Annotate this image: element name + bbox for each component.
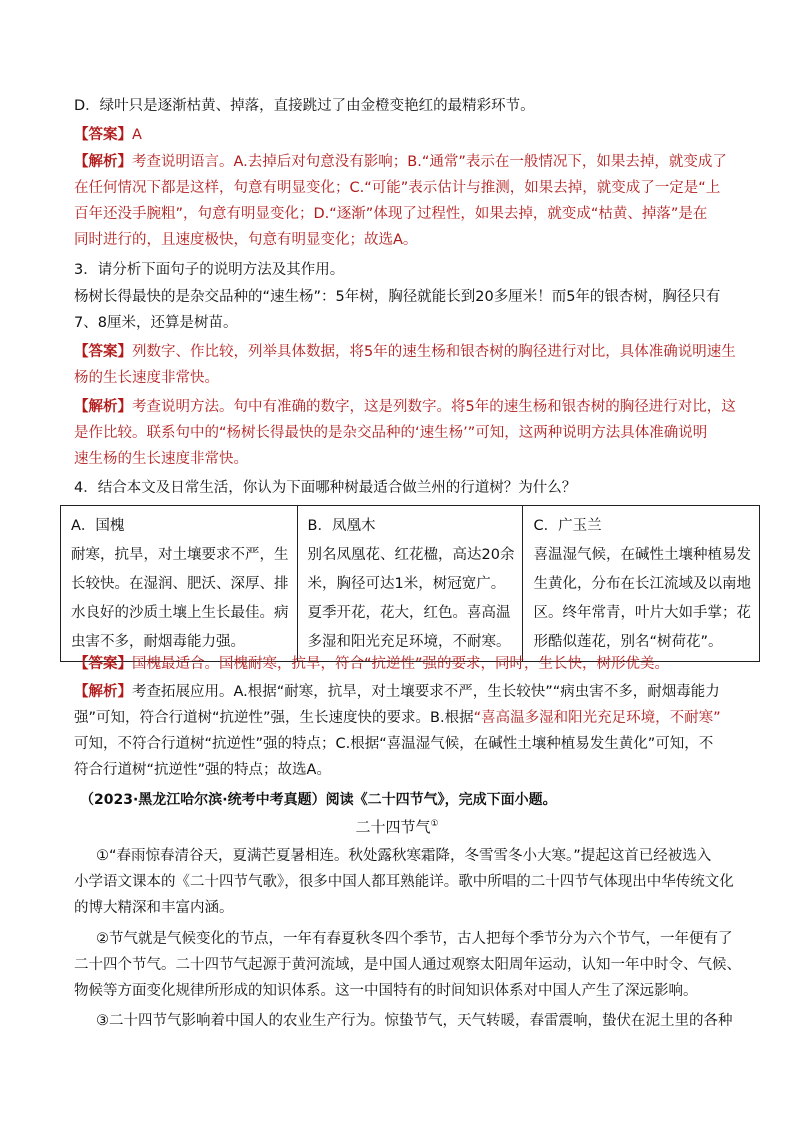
q4-analysis-text: 考查拓展应用。A.根据“耐寒，抗旱，对土壤要求不严，生长较快”“病虫害不多，耐烟毒能力	[132, 684, 720, 700]
q3-analysis-line2: 是作比较。联系句中的“杨树长得最快的是杂交品种的‘速生杨’”可知，这两种说明方法具体准确说明	[74, 425, 708, 441]
q3-question: 3．请分析下面句子的说明方法及其作用。	[74, 262, 345, 278]
q2-analysis-text: 在任何情况下都是这样，句意有明显变化；C.	[74, 180, 365, 196]
analysis-label: 【解析】	[74, 154, 132, 170]
para2-line1: ②节气就是气候变化的节点，一年有春夏秋冬四个季节，古人把每个季节分为六个节气，一年便有了	[96, 931, 733, 947]
q4-analysis-line4: 符合行道树“抗逆性”强的特点；故选A。	[74, 762, 331, 778]
tree-option-text: B．凤凰木	[307, 518, 376, 534]
q2-analysis-text: “通常”表示在一般情况下，如果去掉，就变成了	[421, 154, 727, 170]
q2-analysis-line1	[74, 152, 727, 172]
q4-analysis-line3: 可知，不符合行道树“抗逆性”强的特点；C.根据“喜温湿气候，在碱性土壤种植易发生黄化”可知，不	[74, 736, 714, 752]
tree-option-text: 米，胸径可达1米，树冠宽广。	[307, 576, 506, 592]
q3-answer-line2: 杨的生长速度非常快。	[74, 370, 219, 386]
tree-options-table	[60, 505, 760, 662]
q4-analysis-text: 强”可知，符合行道树“抗逆性”强，生长速度快的要求。B.根据	[74, 710, 474, 726]
tree-option-text: 区。终年常青，叶片大如手掌；花	[533, 605, 751, 621]
q3-text-line2: 7、8厘米，还算是树苗。	[74, 315, 238, 331]
q4-answer	[74, 654, 669, 674]
q2-analysis-text: 考查说明语言。A.去掉后对句意没有影响；B.	[132, 154, 422, 170]
q3-text-line1: 杨树长得最快的是杂交品种的“速生杨”：5年树，胸径就能长到20多厘米！而5年的银杏树，胸径只有	[74, 289, 721, 305]
q2-analysis-line3	[74, 204, 707, 224]
q3-analysis-line3: 速生杨的生长速度非常快。	[74, 451, 248, 467]
analysis-label: 【解析】	[74, 684, 132, 700]
q4-question: 4．结合本文及日常生活，你认为下面哪种树最适合做兰州的行道树？为什么？	[74, 480, 577, 496]
para2-line2: 二十四个节气。二十四节气起源于黄河流域，是中国人通过观察太阳周年运动，认知一年中时令、气候、	[74, 957, 741, 973]
q2-analysis-text: 百年还没手腕粗”，句意有明显变化；D.	[74, 206, 330, 222]
q2-analysis-line4	[74, 230, 417, 250]
q3-answer-line1	[74, 342, 736, 362]
passage-title	[0, 816, 794, 837]
tree-option-text: 长较快。在湿润、肥沃、深厚、排	[71, 576, 289, 592]
answer-label: 【答案】	[74, 656, 132, 672]
para1-line1: ①“春雨惊春清谷天，夏满芒夏暑相连。秋处露秋寒霜降，冬雪雪冬小大寒。”提起这首已经被选入	[96, 848, 712, 864]
tree-option-text: 多湿和阳光充足环境，不耐寒。	[307, 634, 511, 650]
q4-answer-text: 国槐最适合。国槐耐寒，抗旱，符合“抗逆性”强的要求，同时，生长快，树形优美。	[132, 656, 670, 672]
tree-option-a	[61, 506, 298, 662]
tree-option-text: 水良好的沙质土壤上生长最佳。病	[71, 605, 289, 621]
q2-analysis-text: “逐渐”体现了过程性，如果去掉，就变成“枯黄、掉落”是在	[329, 206, 708, 222]
tree-option-text: 别名凤凰花、红花楹，高达20余	[307, 547, 515, 563]
tree-option-text: A．国槐	[71, 518, 125, 534]
tree-option-text: 形酷似莲花，别名“树荷花”。	[533, 634, 723, 650]
answer-label: 【答案】	[74, 127, 132, 143]
tree-option-b	[297, 506, 523, 662]
answer-label: 【答案】	[74, 344, 132, 360]
q2-analysis-line2	[74, 178, 720, 198]
analysis-label: 【解析】	[74, 399, 132, 415]
q4-analysis-line2	[74, 708, 721, 728]
tree-option-text: 耐寒，抗旱，对土壤要求不严，生	[71, 547, 289, 563]
para1-line3: 的博大精深和丰富内涵。	[74, 900, 234, 916]
tree-option-text: C．广玉兰	[533, 518, 602, 534]
q2-answer-value: A	[132, 127, 142, 143]
para1-line2: 小学语文课本的《二十四节气歌》，很多中国人都耳熟能详。歌中所唱的二十四节气体现出中华传统文化	[74, 874, 734, 890]
reading-source: （2023·黑龙江哈尔滨·统考中考真题）阅读《二十四节气》，完成下面小题。	[80, 792, 557, 808]
title-footnote-mark: ①	[430, 819, 439, 829]
passage-title-text: 二十四节气	[355, 818, 431, 836]
tree-option-text: 虫害不多，耐烟毒能力强。	[71, 634, 245, 650]
q2-analysis-text: “可能”表示估计与推测，如果去掉，就变成了一定是“上	[364, 180, 721, 196]
q3-analysis-text: 考查说明方法。句中有准确的数字，这是列数字。将5年的速生杨和银杏树的胸径进行对比，这	[132, 399, 736, 415]
q2-answer	[74, 125, 142, 145]
tree-option-text: 夏季开花，花大，红色。喜高温	[307, 605, 511, 621]
q4-analysis-highlight: “喜高温多湿和阳光充足环境，不耐寒”	[473, 710, 721, 726]
tree-option-c	[523, 506, 760, 662]
tree-option-text: 喜温湿气候，在碱性土壤种植易发	[533, 547, 751, 563]
q3-answer-text: 列数字、作比较，列举具体数据，将5年的速生杨和银杏树的胸径进行对比，具体准确说明速生	[132, 344, 736, 360]
option-d: D．绿叶只是逐渐枯黄、掉落，直接跳过了由金橙变艳红的最精彩环节。	[74, 98, 535, 114]
q4-analysis-line1	[74, 682, 720, 702]
q2-analysis-text: 同时进行的，且速度极快，句意有明显变化；故选A。	[74, 232, 418, 248]
tree-option-text: 生黄化，分布在长江流域及以南地	[533, 576, 751, 592]
q3-analysis-line1	[74, 397, 736, 417]
para2-line3: 物候等方面变化规律所形成的知识体系。这一中国特有的时间知识体系对中国人产生了深远影响。	[74, 983, 698, 999]
para3-line1: ③二十四节气影响着中国人的农业生产行为。惊蛰节气，天气转暖，春雷震响，蛰伏在泥土里的各种	[96, 1013, 733, 1029]
